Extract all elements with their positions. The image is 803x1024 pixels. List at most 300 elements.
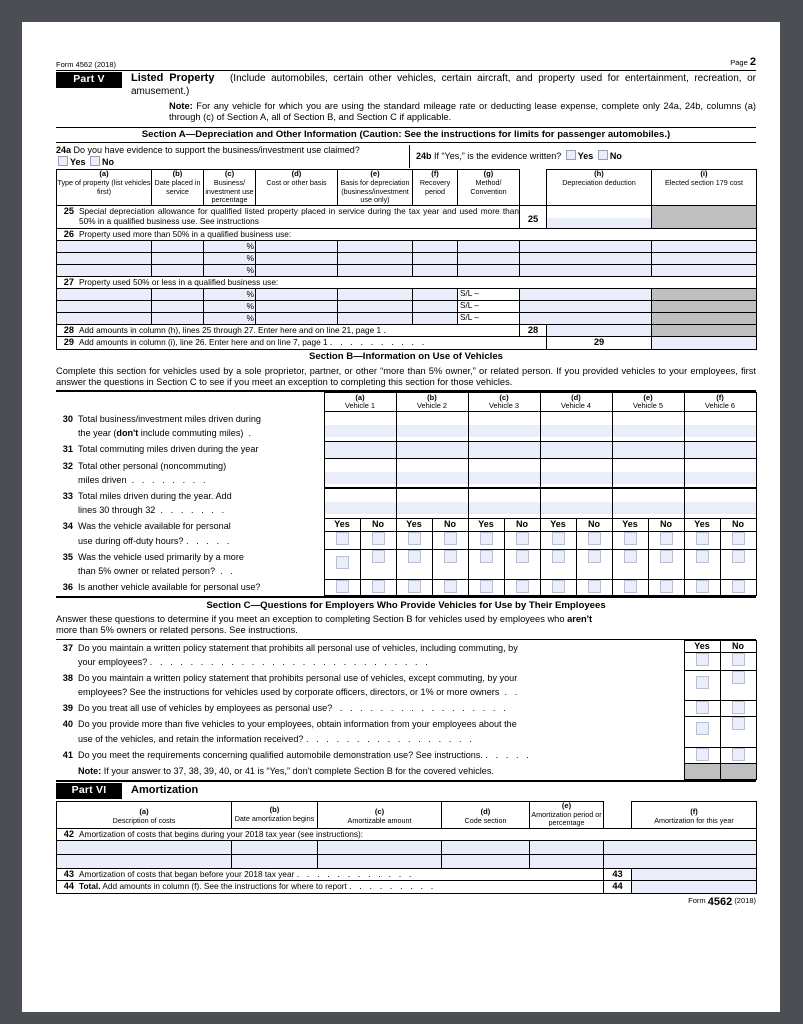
part-v-note-label: Note: [169,101,193,111]
line-42-r2-col-c[interactable] [318,854,442,868]
section-c-note-text: If your answer to 37, 38, 39, 40, or 41 is “Yes,” don't complete Section B for the covered vehicles. [103,765,494,776]
line-36-v2-yes[interactable] [396,579,432,595]
line-27-r3-col-h[interactable] [547,313,652,325]
line-43-text: Amortization of costs that began before your 2018 tax year [79,868,295,879]
checkbox-24b-yes[interactable] [566,150,576,160]
line-25-number: 25 [63,205,74,216]
line-26-r1-col-h[interactable] [547,240,652,252]
line-34-v5-no[interactable] [648,532,684,549]
line-26-r3-col-f[interactable] [413,264,458,276]
section-c-yes-header: Yes [684,640,720,653]
line-34-v4-no[interactable] [576,532,612,549]
line-42-r1-col-b[interactable] [232,840,318,854]
line-26-r3-col-d[interactable] [256,264,338,276]
line-28-dots: . [383,325,389,336]
line-42-r2-col-a[interactable] [57,854,232,868]
line-27-r2-shaded-i [652,301,757,313]
vehicle-4-label: Vehicle 4 [561,401,591,411]
line-35-text-b: than 5% owner or related person? [78,565,215,576]
col-e-header [338,170,413,205]
section-c-intro [56,613,756,639]
col-b-letter: (b) [172,169,183,179]
line-36-v5-yes[interactable] [612,579,648,595]
q37-number: 37 [62,642,73,653]
line-26-r1-col-b[interactable] [152,240,204,252]
line-31-vehicle-1[interactable] [324,442,396,458]
line-26-r1-col-a[interactable] [57,240,152,252]
question-24a [56,145,403,168]
line-26-r3-col-b[interactable] [152,264,204,276]
line-30-vehicle-4[interactable] [540,412,612,442]
line-42-r2-col-b[interactable] [232,854,318,868]
col-a-letter: (a) [99,169,109,179]
section-c-intro-b: more than 5% owners or related persons. See instructions. [56,625,298,636]
q39-no-checkbox[interactable] [720,701,756,717]
part-v-note [169,101,756,124]
line-27-r1-col-d[interactable] [256,289,338,301]
line-30-label-cell: 30 Total business/investment miles driven during the year (don't include commuting miles) . [56,412,324,442]
line-35-v2-no[interactable] [432,549,468,579]
line-32-vehicle-4[interactable] [540,458,612,488]
section-c-no-header: No [720,640,756,653]
section-a-heading: Section A—Depreciation and Other Information (Caution: See the instructions for limits for passenger automobiles.) [141,129,671,141]
line-35-v5-no[interactable] [648,549,684,579]
section-c-q37-header-row [56,640,756,653]
line-35-v2-yes[interactable] [396,549,432,579]
line-27-r3-col-f[interactable] [413,313,458,325]
section-a-header-row [57,170,757,205]
line-27-entry-row [57,313,757,325]
line-27-entry-row [57,289,757,301]
q38-number: 38 [62,672,73,683]
percent-sign: % [246,289,254,300]
line-30-dots: . [248,428,254,439]
line-27-r3-col-a[interactable] [57,313,152,325]
line-35-v6-yes[interactable] [684,549,720,579]
footer-form-label: Form [688,895,706,905]
line-27-r1-col-c[interactable] [204,289,256,301]
line-34-v1-no[interactable] [360,532,396,549]
q39-yes-checkbox[interactable] [684,701,720,717]
line-27-r2-col-b[interactable] [152,301,204,313]
line-27-r2-col-h[interactable] [547,301,652,313]
line-27-r1-col-e[interactable] [338,289,413,301]
line-34-v2-yes[interactable] [396,532,432,549]
line-35-text-a: Was the vehicle used primarily by a more [78,551,244,562]
line-34-number: 34 [62,521,73,532]
line-33-dots: . . . . . . . [160,505,227,516]
line-27-r2-col-d[interactable] [256,301,338,313]
line-26-r3-col-h[interactable] [547,264,652,276]
line-43-field-f[interactable] [632,868,757,880]
question-39-cell [56,701,684,717]
line-33-text-b: lines 30 through 32 [78,505,156,516]
section-b-intro: Complete this section for vehicles used by a sole proprietor, partner, or other “more than 5% owner,” or related person. If you provided vehicles to your employees, first answer the questions in Section C to see if you meet an exception to completing this section for those vehicles. [56,365,756,387]
section-c-q39-row [56,701,756,717]
document-page [22,22,780,1012]
line-35-number: 35 [62,551,73,562]
line-26-r2-col-g[interactable] [458,252,520,264]
line-33-vehicle-6[interactable] [684,488,756,518]
vehicle-3-header [468,393,540,412]
line-26-r1-col-g[interactable] [458,240,520,252]
line-26-r1-col-d[interactable] [256,240,338,252]
line-44-field-f[interactable] [632,881,757,893]
line-30-vehicle-3[interactable] [468,412,540,442]
no-header-v6: No [720,519,756,532]
line-34-v6-yes[interactable] [684,532,720,549]
q37-yes-checkbox[interactable] [684,653,720,670]
line-31-vehicle-3[interactable] [468,442,540,458]
page-label: Page [730,58,748,67]
col-g-label: Method/ Convention [470,178,507,196]
line-26-r1-col-c[interactable] [204,240,256,252]
line-35-v5-yes[interactable] [612,549,648,579]
line-32-vehicle-6[interactable] [684,458,756,488]
line-31-vehicle-6[interactable] [684,442,756,458]
line-42-r2-col-d[interactable] [442,854,530,868]
col-e-label: Basis for depreciation (business/investment use only) [340,178,410,205]
checkbox-24b-no[interactable] [598,150,608,160]
line-26-text: Property used more than 50% in a qualified business use: [79,228,292,239]
part-vi-table [56,801,757,894]
line-25-row [57,205,757,228]
vehicle-4-letter: (d) [571,393,581,403]
line-26-r2-col-f[interactable] [413,252,458,264]
percent-sign: % [246,264,254,275]
percent-sign: % [246,240,254,251]
line-36-v3-yes[interactable] [468,579,504,595]
line-35-v1-no[interactable] [360,549,396,579]
line-32-row [56,458,756,488]
line-28-row [57,325,757,337]
line-27-r3-col-c[interactable] [204,313,256,325]
line-33-vehicle-3[interactable] [468,488,540,518]
line-26-number: 26 [63,228,74,239]
line-42-r1-col-f[interactable] [632,840,757,854]
yes-header-v4: Yes [540,519,576,532]
line-42-r1-col-d[interactable] [442,840,530,854]
q37-no-checkbox[interactable] [720,653,756,670]
vehicle-2-header [396,393,468,412]
line-35-v4-yes[interactable] [540,549,576,579]
line-26-r2-col-i[interactable] [652,252,757,264]
percent-sign: % [246,252,254,263]
line-30-vehicle-6[interactable] [684,412,756,442]
q38-dots: . . [504,687,520,698]
line-27-r2-col-e[interactable] [338,301,413,313]
part-v-note-text: For any vehicle for which you are using the standard mileage rate or deducting lease expense, complete only 24a, 24b, columns (a) through (c) of Section A, all of Section B, and Section C if applicable. [169,101,756,123]
line-29-field-i[interactable] [652,337,757,349]
line-36-v4-yes[interactable] [540,579,576,595]
line-36-v6-no[interactable] [720,579,756,595]
line-42-r2-col-f[interactable] [632,854,757,868]
line-44-dots: . . . . . . . . . [349,881,436,892]
amort-col-e-header [530,801,604,828]
line-26-r2-col-a[interactable] [57,252,152,264]
line-42-r2-spacer [604,854,632,868]
line-35-v3-no[interactable] [504,549,540,579]
section-c-intro-a: Answer these questions to determine if you meet an exception to completing Section B for vehicles used by employees who [56,613,568,624]
section-c-table [56,640,757,780]
line-26-r2-col-e[interactable] [338,252,413,264]
line-42-number: 42 [63,828,74,839]
line-34-label-cell [56,519,324,549]
section-b-heading: Section B—Information on Use of Vehicles [308,351,504,363]
vehicle-1-header [324,393,396,412]
line-31-vehicle-4[interactable] [540,442,612,458]
q37-dots: . . . . . . . . . . . . . . . . . . . . . . . . . . . . [149,656,431,667]
part-vi-rule [56,780,756,782]
checkbox-24a-no[interactable] [90,156,100,166]
yes-header-v5: Yes [612,519,648,532]
line-26-r3-col-a[interactable] [57,264,152,276]
line-36-text-a: Is another vehicle available for personal use? [78,581,261,592]
col-i-label: Elected section 179 cost [665,178,743,188]
line-35-v3-yes[interactable] [468,549,504,579]
line-36-v3-no[interactable] [504,579,540,595]
section-c-q40-row [56,717,756,747]
col-h-letter: (h) [594,169,604,179]
line-26-r2-col-h[interactable] [547,252,652,264]
line-26-entry-row [57,264,757,276]
line-27-number: 27 [63,276,74,287]
col-c-letter: (c) [224,169,235,179]
line-26-r1-col-f[interactable] [413,240,458,252]
q40-line2: use of the vehicles, and retain the information received? [78,733,304,744]
line-32-vehicle-3[interactable] [468,458,540,488]
q41-dots: . . . . . [485,749,532,760]
line-27-row [57,276,757,288]
line-42-row [57,828,757,840]
q40-line1: Do you provide more than five vehicles to your employees, obtain information from your employees about the [78,719,517,730]
form-header-left: Form 4562 (2018) [56,60,117,70]
line-42-r1-col-c[interactable] [318,840,442,854]
line-44-row [57,881,757,893]
line-27-text: Property used 50% or less in a qualified business use: [79,276,279,287]
line-33-vehicle-5[interactable] [612,488,684,518]
line-27-r1-col-a[interactable] [57,289,152,301]
q41-number: 41 [62,749,73,760]
line-36-v1-yes[interactable] [324,579,360,595]
q39-dots: . . . . . . . . . . . . . . . . . [339,703,509,714]
section-c-shaded-yes [684,763,720,779]
line-32-label-cell [56,458,324,488]
line-26-r2-col-b[interactable] [152,252,204,264]
line-35-v1-yes[interactable] [324,549,360,579]
line-34-v3-yes[interactable] [468,532,504,549]
line-36-v6-yes[interactable] [684,579,720,595]
line-34-v4-yes[interactable] [540,532,576,549]
yes-header-v2: Yes [396,519,432,532]
vehicle-3-letter: (c) [499,393,509,403]
line-36-v5-no[interactable] [648,579,684,595]
line-26-r2-spacer [520,252,547,264]
col-f-label: Recovery period [419,178,451,196]
col-b-label: Date placed in service [154,178,201,196]
col-f-letter: (f) [431,169,439,179]
line-26-r1-col-i[interactable] [652,240,757,252]
line-33-vehicle-4[interactable] [540,488,612,518]
section-c-heading: Section C—Questions for Employers Who Provide Vehicles for Use by Their Employees [206,599,606,611]
q40-yes-checkbox[interactable] [684,717,720,747]
line-34-text-b: use during off-duty hours? [78,535,184,546]
q40-dots: . . . . . . . . . . . . . . . . . [306,733,475,744]
line-31-vehicle-5[interactable] [612,442,684,458]
line-25-label-cell [57,205,520,228]
q41-no-checkbox[interactable] [720,747,756,763]
amort-col-f-header [632,801,757,828]
line-26-r3-col-g[interactable] [458,264,520,276]
q38-line1: Do you maintain a written policy statement that prohibits personal use of vehicles, except commuting, by your [78,672,518,683]
col-c-header [204,170,256,205]
line-27-r1-col-f[interactable] [413,289,458,301]
q38-yes-checkbox[interactable] [684,670,720,700]
page-header [56,56,756,70]
section-c-q38-row [56,670,756,700]
amort-col-b-letter: (b) [269,804,280,814]
part-vi-tag: Part VI [56,783,122,799]
amort-col-f-label: Amortization for this year [654,815,734,825]
section-c-note-label: Note: [78,765,102,776]
line-36-row [56,579,756,595]
line-30-vehicle-5[interactable] [612,412,684,442]
line-35-v6-no[interactable] [720,549,756,579]
line-42-r1-col-e[interactable] [530,840,604,854]
line-25-text: Special depreciation allowance for qualified listed property placed in service during the tax year and used more than 50% in a qualified business use. See instructions [79,205,519,226]
line-33-label-cell [56,488,324,518]
line-27-r3-spacer [520,313,547,325]
line-27-r1-col-h[interactable] [547,289,652,301]
yes-no-header-row [56,519,756,532]
checkbox-24a-yes[interactable] [58,156,68,166]
line-27-entry-row [57,301,757,313]
line-26-r3-col-i[interactable] [652,264,757,276]
col-c-label: Business/ investment use percentage [205,178,254,205]
q41-yes-checkbox[interactable] [684,747,720,763]
amort-col-e-letter: (e) [561,800,572,810]
q41-line1: Do you meet the requirements concerning qualified automobile demonstration use? See instructions. [78,749,483,760]
part-v-title: Listed Property [131,72,215,85]
question-40-cell [56,717,684,747]
line-25-field-h[interactable] [547,205,652,228]
line-28-boxnum: 28 [520,325,547,337]
line-31-text-a: Total commuting miles driven during the year [78,444,259,455]
line-42-r1-col-a[interactable] [57,840,232,854]
line-26-r3-col-e[interactable] [338,264,413,276]
line-24b-no-label: No [609,151,622,162]
header-rule [56,70,756,71]
line-31-number: 31 [62,444,73,455]
vehicle-2-letter: (b) [427,393,437,403]
line-29-text: Add amounts in column (i), line 26. Enter here and on line 7, page 1 [79,337,328,348]
col-a-label: Type of property (list vehicles first) [57,178,151,196]
yes-header-v6: Yes [684,519,720,532]
line-29-boxnum: 29 [547,337,652,349]
line-30-text-a: Total business/investment miles driven during [78,414,261,425]
q40-number: 40 [62,719,73,730]
vehicle-5-header [612,393,684,412]
line-42-r1-spacer [604,840,632,854]
line-34-v6-no[interactable] [720,532,756,549]
line-25-shaded-i [652,205,757,228]
line-34-v3-no[interactable] [504,532,540,549]
line-24a-yes-label: Yes [70,156,86,167]
amort-col-c-label: Amortizable amount [347,815,412,825]
line-36-v2-no[interactable] [432,579,468,595]
line-27-r2-col-c[interactable] [204,301,256,313]
line-35-v4-no[interactable] [576,549,612,579]
line-24a-text: Do you have evidence to support the business/investment use claimed? [73,144,360,155]
line-35-dots: . . [220,565,236,576]
line-32-text-a: Total other personal (noncommuting) [78,460,227,471]
part-v-description: (Include automobiles, certain other vehicles, certain aircraft, and property used for entertainment, recreation, or amusement.) [131,73,756,97]
line-26-r2-col-d[interactable] [256,252,338,264]
line-36-v1-no[interactable] [360,579,396,595]
line-32-vehicle-2[interactable] [396,458,468,488]
amort-col-b-header [232,801,318,828]
line-30-vehicle-1[interactable] [324,412,396,442]
q38-no-checkbox[interactable] [720,670,756,700]
line-28-field-h[interactable] [547,325,652,337]
amort-col-b-label: Date amortization begins [234,813,315,823]
line-42-text: Amortization of costs that begins during your 2018 tax year (see instructions): [79,828,364,839]
line-27-r2-col-f[interactable] [413,301,458,313]
line-30-vehicle-2[interactable] [396,412,468,442]
line-33-vehicle-2[interactable] [396,488,468,518]
line-27-r1-col-b[interactable] [152,289,204,301]
line-27-r2-col-a[interactable] [57,301,152,313]
line-27-r3-col-b[interactable] [152,313,204,325]
line-26-r1-col-e[interactable] [338,240,413,252]
line-26-row [57,228,757,240]
line-32-vehicle-5[interactable] [612,458,684,488]
line-36-v4-no[interactable] [576,579,612,595]
line-30-row [56,412,756,442]
part-vi-title: Amortization [131,784,199,797]
no-header-v4: No [576,519,612,532]
line-34-v2-no[interactable] [432,532,468,549]
line-27-r3-method: S/L – [458,313,520,325]
no-header-v5: No [648,519,684,532]
line-24a-answers [56,156,114,168]
line-34-v1-yes[interactable] [324,532,360,549]
line-28-number: 28 [63,325,74,336]
line-26-r1-spacer [520,240,547,252]
line-27-r3-col-e[interactable] [338,313,413,325]
line-32-vehicle-1[interactable] [324,458,396,488]
part-v-tag: Part V [56,72,122,88]
line-34-v5-yes[interactable] [612,532,648,549]
line-26-r2-col-c[interactable] [204,252,256,264]
form-4562-page-2 [56,56,756,909]
line-33-vehicle-1[interactable] [324,488,396,518]
line-34-text-a: Was the vehicle available for personal [78,521,231,532]
q40-no-checkbox[interactable] [720,717,756,747]
line-31-vehicle-2[interactable] [396,442,468,458]
yes-header-v1: Yes [324,519,360,532]
part-vi-header-row [57,801,757,828]
line-42-label-cell [57,828,757,840]
line-27-r1-shaded-i [652,289,757,301]
line-26-r3-col-c[interactable] [204,264,256,276]
line-27-r2-method: S/L – [458,301,520,313]
line-27-r3-col-d[interactable] [256,313,338,325]
line-24a-number: 24a [56,144,72,155]
col-b-header [152,170,204,205]
line-28-shaded-i [652,325,757,337]
line-42-r2-col-e[interactable] [530,854,604,868]
